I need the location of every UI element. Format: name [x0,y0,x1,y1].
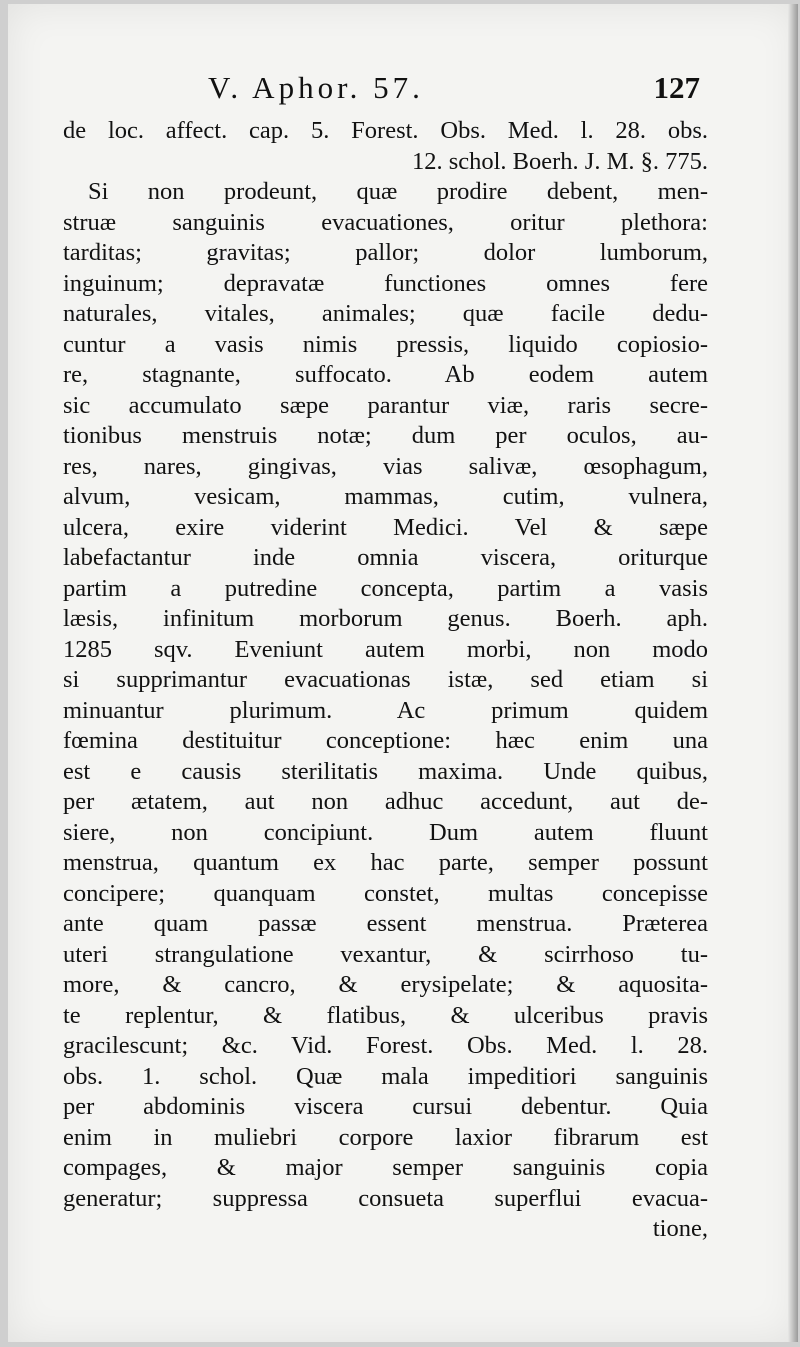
body-text [63,116,708,1245]
text-line: uteri strangulatione vexantur, & scirrhoso tu- [63,940,708,968]
text-line: ulcera, exire viderint Medici. Vel & sæpe [63,513,708,541]
text-line: Si non prodeunt, quæ prodire debent, men- [88,178,708,205]
text-line: tionibus menstruis notæ; dum per oculos, au- [63,422,708,449]
text-line: per abdominis viscera cursui debentur. Quia [63,1093,708,1120]
text-line: per ætatem, aut non adhuc accedunt, aut de- [63,788,708,815]
text-line: generatur; suppressa consueta superflui evacua- [63,1184,708,1212]
text-line: fœmina destituitur conceptione: hæc enim una [63,727,708,754]
text-line: 12. schol. Boerh. J. M. §. 775. [411,147,708,175]
text-line: partim a putredine concepta, partim a vasis [63,574,708,602]
text-line: res, nares, gingivas, vias salivæ, œsophagum, [63,452,708,480]
text-line: inguinum; depravatæ functiones omnes fere [63,269,708,297]
text-line: gracilescunt; &c. Vid. Forest. Obs. Med. l. 28. [63,1032,708,1059]
running-head: V. Aphor. 57. [208,70,424,105]
text-line: siere, non concipiunt. Dum autem fluunt [63,818,708,846]
text-line: naturales, vitales, animales; quæ facile dedu- [63,300,708,327]
text-line: menstrua, quantum ex hac parte, semper possunt [63,849,708,876]
text-line: te replentur, & flatibus, & ulceribus pravis [63,1001,708,1029]
text-line: de loc. affect. cap. 5. Forest. Obs. Med. l. 28. obs. [63,117,708,144]
book-page [8,4,798,1342]
text-line: ante quam passæ essent menstrua. Præterea [63,910,708,937]
text-line: re, stagnante, suffocato. Ab eodem autem [63,361,708,388]
text-line: est e causis sterilitatis maxima. Unde quibus, [63,757,708,785]
text-line: cuntur a vasis nimis pressis, liquido copiosio- [63,330,708,358]
text-line: enim in muliebri corpore laxior fibrarum est [63,1123,708,1151]
page-header [208,70,708,110]
text-line: sic accumulato sæpe parantur viæ, raris secre- [63,391,708,419]
text-line: compages, & major semper sanguinis copia [63,1154,708,1181]
page-number: 127 [653,70,700,105]
text-line: concipere; quanquam constet, multas concepisse [63,879,708,907]
text-line: tione, [652,1215,708,1242]
text-line: more, & cancro, & erysipelate; & aquosita- [63,971,708,998]
text-line: struæ sanguinis evacuationes, oritur plethora: [63,208,708,236]
text-line: 1285 sqv. Eveniunt autem morbi, non modo [63,635,708,663]
text-line: læsis, infinitum morborum genus. Boerh. aph. [63,605,708,632]
text-line: alvum, vesicam, mammas, cutim, vulnera, [63,483,708,510]
text-line: tarditas; gravitas; pallor; dolor lumborum, [63,239,708,266]
text-line: si supprimantur evacuationas istæ, sed etiam si [63,666,708,693]
text-line: obs. 1. schol. Quæ mala impeditiori sanguinis [63,1062,708,1090]
text-line: minuantur plurimum. Ac primum quidem [63,696,708,724]
text-line: labefactantur inde omnia viscera, oriturque [63,544,708,571]
page-spine-shadow [788,4,798,1342]
